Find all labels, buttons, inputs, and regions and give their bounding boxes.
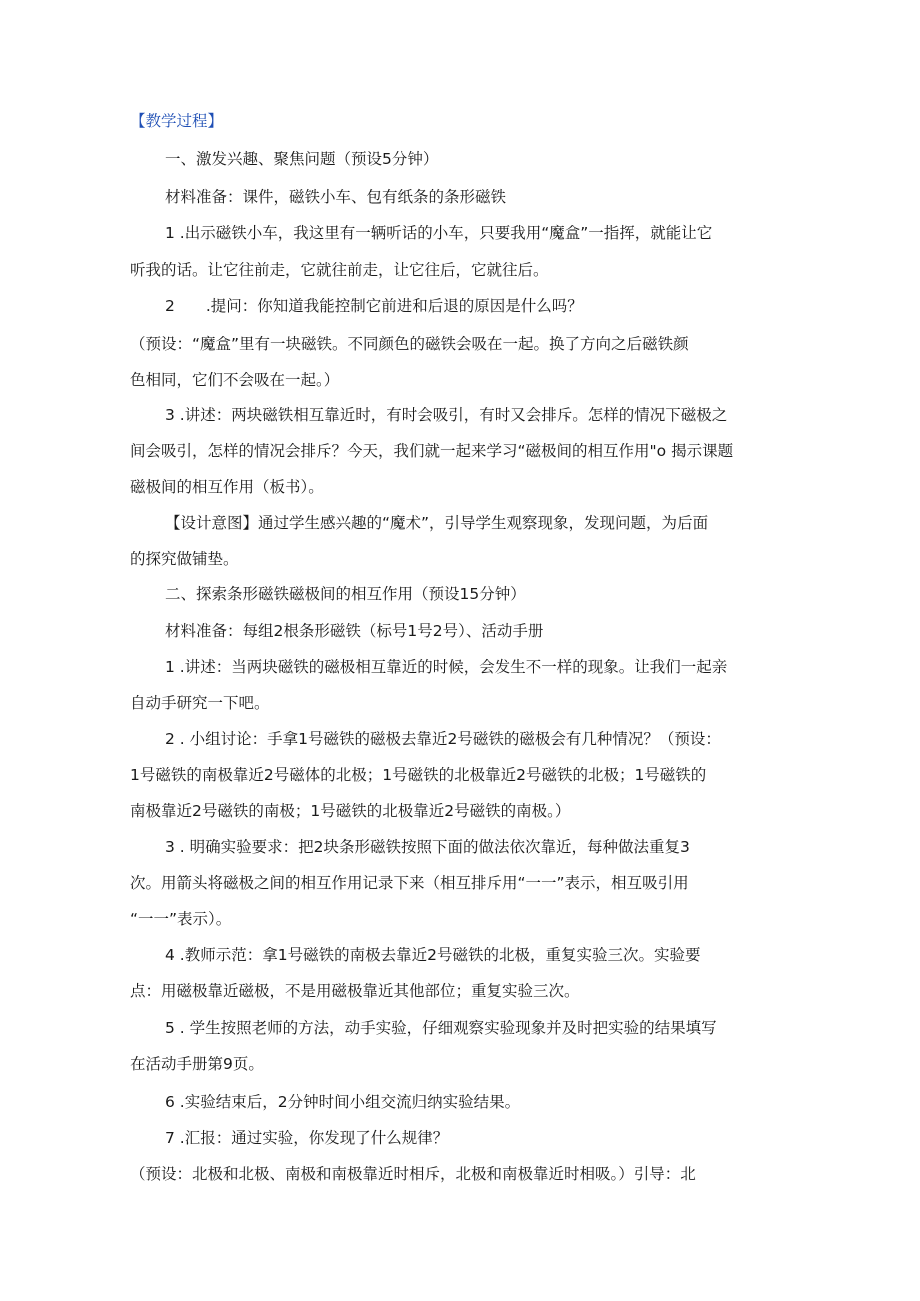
part2-step5-line2: 在活动手册第9页。 [130, 1055, 264, 1073]
part2-step4-line2: 点：用磁极靠近磁极，不是用磁极靠近其他部位；重复实验三次。 [130, 982, 580, 1000]
part2-step2-line1: 2 . 小组讨论：手拿1号磁铁的磁极去靠近2号磁铁的磁极会有几种情况？（预设： [165, 730, 721, 748]
part2-step2-line3: 南极靠近2号磁铁的南极；1号磁铁的北极靠近2号磁铁的南极。） [130, 802, 571, 820]
part1-paragraph3-line1: 3 .讲述：两块磁铁相互靠近时，有时会吸引，有时又会排斥。怎样的情况下磁极之 [165, 406, 728, 424]
part2-step3-line1: 3 . 明确实验要求：把2块条形磁铁按照下面的做法依次靠近，每种做法重复3 [165, 838, 690, 856]
part1-materials: 材料准备：课件，磁铁小车、包有纸条的条形磁铁 [165, 188, 507, 206]
part2-heading: 二、探索条形磁铁磁极间的相互作用（预设15分钟） [165, 585, 526, 603]
part2-step1-line2: 自动手研究一下吧。 [130, 694, 270, 712]
part2-materials: 材料准备：每组2根条形磁铁（标号1号2号）、活动手册 [165, 622, 544, 640]
part2-step6-line1: 6 .实验结束后，2分钟时间小组交流归纳实验结果。 [165, 1093, 521, 1111]
part1-paragraph3-line2: 间会吸引，怎样的情况会排斥？今天，我们就一起来学习“磁极间的相互作用"o 揭示课题 [130, 442, 734, 460]
part2-step7-line1: 7 .汇报：通过实验，你发现了什么规律？ [165, 1129, 449, 1147]
part1-heading: 一、激发兴趣、聚焦问题（预设5分钟） [165, 150, 439, 168]
part2-step1-line1: 1 .讲述：当两块磁铁的磁极相互靠近的时候，会发生不一样的现象。让我们一起亲 [165, 658, 728, 676]
part1-paragraph1-line1: 1 .出示磁铁小车，我这里有一辆听话的小车，只要我用“魔盒”一指挥，就能让它 [165, 224, 713, 242]
part2-step7-line2: （预设：北极和北极、南极和南极靠近时相斥，北极和南极靠近时相吸。）引导：北 [130, 1165, 696, 1183]
part1-paragraph2-line1: 2 .提问：你知道我能控制它前进和后退的原因是什么吗？ [165, 297, 583, 315]
part2-step2-line2: 1号磁铁的南极靠近2号磁体的北极；1号磁铁的北极靠近2号磁铁的北极；1号磁铁的 [130, 766, 707, 784]
part2-step3-line2: 次。用箭头将磁极之间的相互作用记录下来（相互排斥用“一一”表示，相互吸引用 [130, 874, 689, 892]
design-intent-line2: 的探究做铺垫。 [130, 550, 239, 568]
design-intent-line1: 【设计意图】通过学生感兴趣的“魔术”，引导学生观察现象，发现问题，为后面 [165, 514, 709, 532]
part2-step5-line1: 5 . 学生按照老师的方法，动手实验，仔细观察实验现象并及时把实验的结果填写 [165, 1019, 717, 1037]
part1-paragraph3-line3: 磁极间的相互作用（板书）。 [130, 478, 324, 496]
part1-paragraph2-line2: （预设：“魔盒”里有一块磁铁。不同颜色的磁铁会吸在一起。换了方向之后磁铁颜 [130, 335, 689, 353]
part1-paragraph2-line3: 色相同，它们不会吸在一起。） [130, 371, 340, 389]
part2-step3-line3: “一一”表示）。 [130, 910, 232, 928]
part2-step4-line1: 4 .教师示范：拿1号磁铁的南极去靠近2号磁铁的北极，重复实验三次。实验要 [165, 946, 701, 964]
part1-paragraph1-line2: 听我的话。让它往前走，它就往前走，让它往后，它就往后。 [130, 261, 549, 279]
section-title: 【教学过程】 [130, 112, 224, 130]
